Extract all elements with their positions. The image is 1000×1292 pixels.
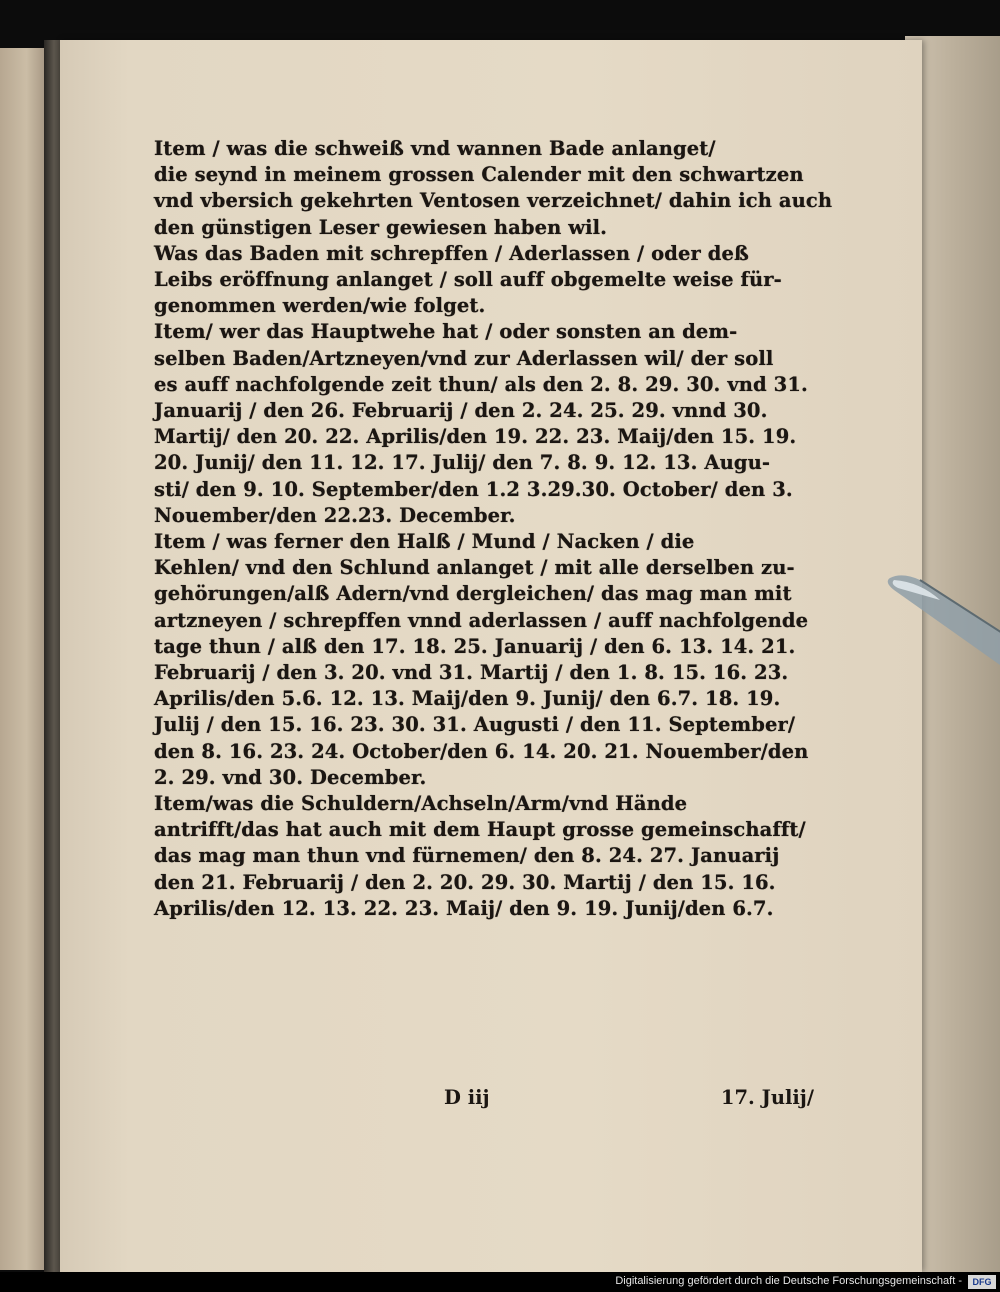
text-line: den 8. 16. 23. 24. October/den 6. 14. 20. 21. Nouember/den: [154, 739, 809, 763]
text-line: Leibs eröffnung anlanget / soll auff obgemelte weise für-: [154, 268, 782, 292]
text-line: Item/ wer das Hauptwehe hat / oder sonsten an dem-: [154, 320, 738, 344]
text-line: Aprilis/den 12. 13. 22. 23. Maij/ den 9. 19. Junij/den 6.7.: [154, 896, 774, 920]
text-line: den günstigen Leser gewiesen haben wil.: [154, 215, 608, 239]
text-line: den 21. Februarij / den 2. 20. 29. 30. Martij / den 15. 16.: [154, 870, 776, 894]
text-line: Was das Baden mit schrepffen / Aderlassen / oder deß: [154, 241, 749, 265]
page-pointer-icon: [880, 560, 1000, 670]
page-text: [154, 136, 833, 922]
text-line: antrifft/das hat auch mit dem Haupt grosse gemeinschafft/: [154, 818, 806, 842]
text-line: selben Baden/Artzneyen/vnd zur Aderlassen wil/ der soll: [154, 346, 774, 370]
text-line: artzneyen / schrepffen vnnd aderlassen / auff nachfolgende: [154, 608, 809, 632]
text-line: es auff nachfolgende zeit thun/ als den 2. 8. 29. 30. vnd 31.: [154, 372, 808, 396]
text-line: Januarij / den 26. Februarij / den 2. 24. 25. 29. vnnd 30.: [154, 399, 768, 423]
text-line: Aprilis/den 5.6. 12. 13. Maij/den 9. Junij/ den 6.7. 18. 19.: [154, 687, 781, 711]
text-line: Nouember/den 22.23. December.: [154, 503, 516, 527]
text-line: tage thun / alß den 17. 18. 25. Januarij / den 6. 13. 14. 21.: [154, 634, 796, 658]
text-line: vnd vbersich gekehrten Ventosen verzeichnet/ dahin ich auch: [154, 189, 833, 213]
left-page-edge: [0, 48, 44, 1270]
signature-mark: D iij: [444, 1086, 490, 1109]
text-line: genommen werden/wie folget.: [154, 294, 486, 318]
text-line: gehörungen/alß Adern/vnd dergleichen/ das mag man mit: [154, 582, 792, 606]
text-line: 20. Junij/ den 11. 12. 17. Julij/ den 7. 8. 9. 12. 13. Augu-: [154, 451, 771, 475]
book-page: [60, 40, 922, 1272]
funding-credit: Digitalisierung gefördert durch die Deutsche Forschungsgemeinschaft -: [615, 1275, 962, 1287]
text-line: Julij / den 15. 16. 23. 30. 31. Augusti / den 11. September/: [154, 713, 796, 737]
text-line: Februarij / den 3. 20. vnd 31. Martij / den 1. 8. 15. 16. 23.: [154, 661, 789, 685]
text-line: Martij/ den 20. 22. Aprilis/den 19. 22. 23. Maij/den 15. 19.: [154, 425, 797, 449]
catchword: 17. Julij/: [720, 1086, 814, 1109]
text-line: Item/was die Schuldern/Achseln/Arm/vnd Hände: [154, 792, 688, 816]
text-line: die seynd in meinem grossen Calender mit den schwartzen: [154, 163, 804, 187]
dfg-logo: DFG: [968, 1275, 996, 1289]
text-line: das mag man thun vnd fürnemen/ den 8. 24. 27. Januarij: [154, 844, 780, 868]
text-line: Item / was die schweiß vnd wannen Bade anlanget/: [154, 137, 716, 160]
page-footer: [154, 1086, 814, 1116]
text-line: Kehlen/ vnd den Schlund anlanget / mit alle derselben zu-: [154, 556, 795, 580]
text-line: 2. 29. vnd 30. December.: [154, 765, 427, 789]
text-line: Item / was ferner den Halß / Mund / Nacken / die: [154, 530, 695, 554]
text-line: sti/ den 9. 10. September/den 1.2 3.29.30. October/ den 3.: [154, 477, 793, 501]
credit-bar: [0, 1272, 1000, 1292]
